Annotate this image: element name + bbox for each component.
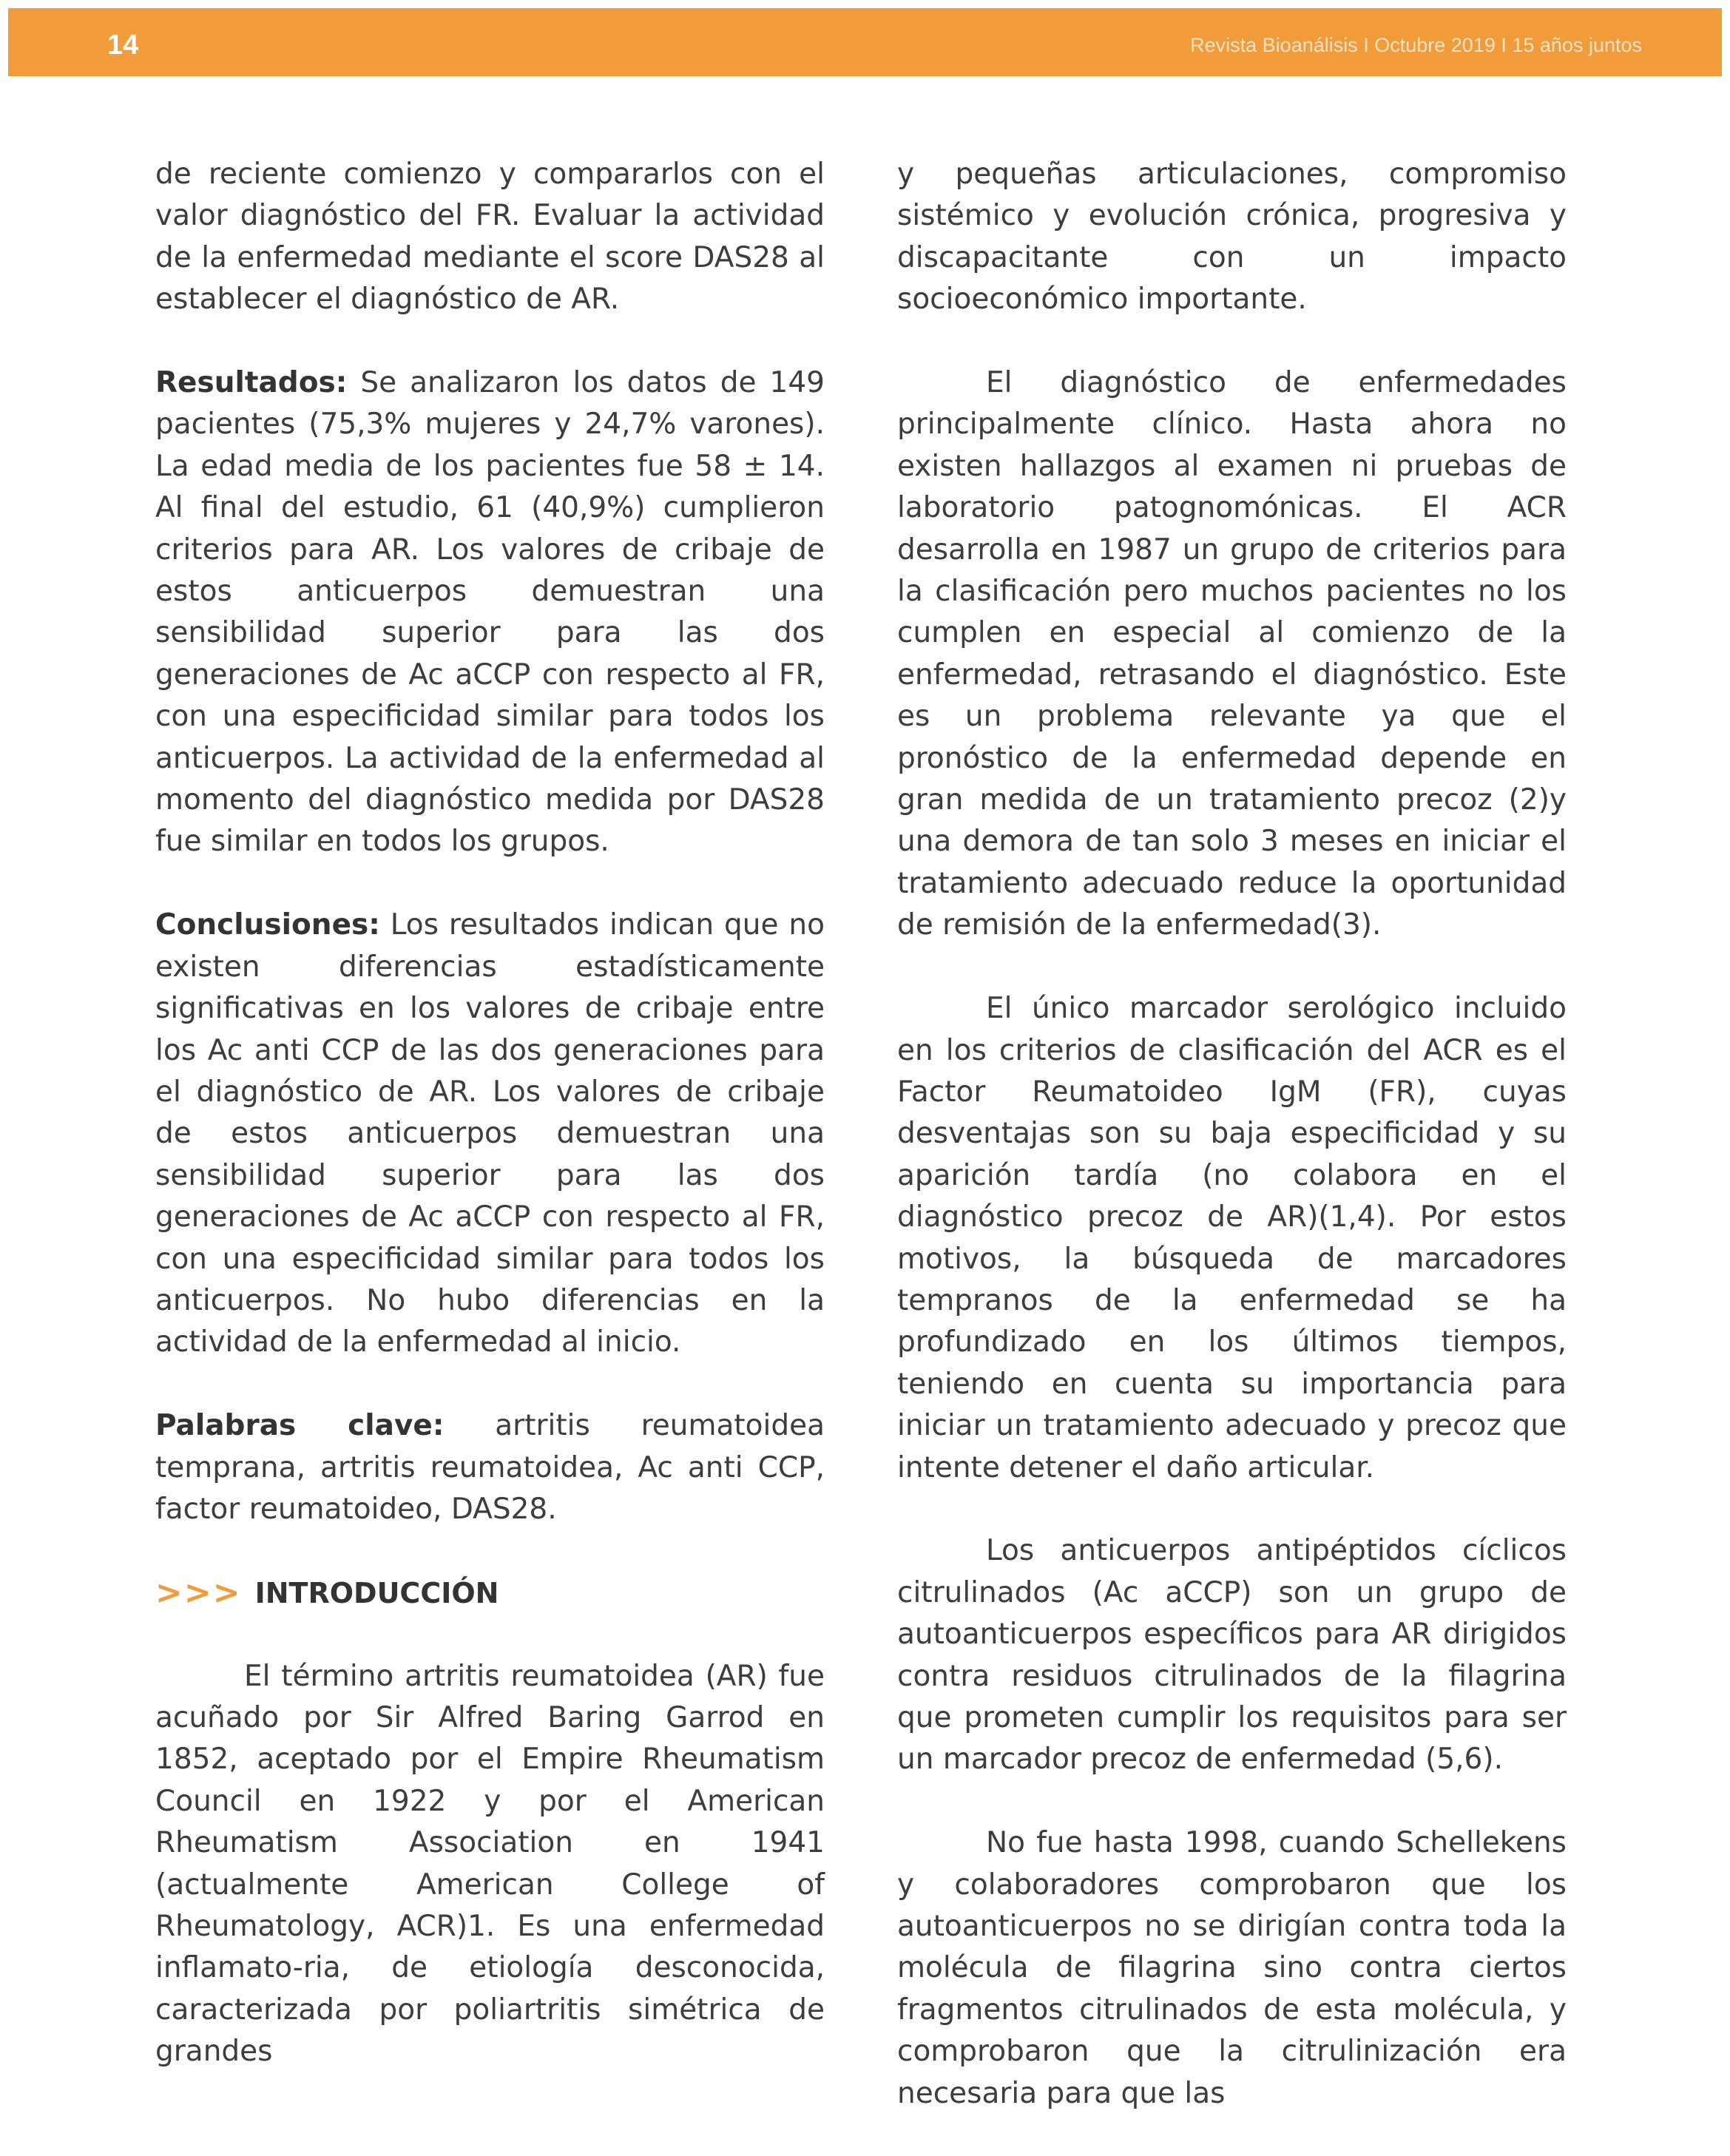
results-label: Resultados: [155, 366, 348, 400]
conclusions-label: Conclusiones: [155, 908, 380, 942]
paragraph-text: El término artritis reumatoidea (AR) fue acuñado por Sir Alfred Baring Garrod en 1852, aceptado por el Empire Rheumatism Council en 1922 y por el American Rheumatism Association en 1941 (actualmente American College of Rheumatology, ACR)1. Es una enfermedad inflamato-ria, de etiología desconocida, caracterizada por poliartritis simétrica de grandes [155, 1659, 825, 2069]
paragraph-text: El diagnóstico de enfermedades principalmente clínico. Hasta ahora no existen hallazgos al examen ni pruebas de laboratorio patognomónicas. El ACR desarrolla en 1987 un grupo de criterios para la clasificación pero muchos pacientes no los cumplen en especial al comienzo de la enfermedad, retrasando el diagnóstico. Este es un problema relevante ya que el pronóstico de la enfermedad depende en gran medida de un tratamiento precoz (2)y una demora de tan solo 3 meses en iniciar el tratamiento adecuado reduce la oportunidad de remisión de la enfermedad(3). [897, 366, 1567, 942]
introduction-paragraph [155, 1656, 825, 2073]
paragraph-3 [897, 988, 1567, 1489]
conclusions-text: Los resultados indican que no existen diferencias estadísticamente significativas en los valores de cribaje entre los Ac anti CCP de las dos generaciones para el diagnóstico de AR. Los valores de cribaje de estos anticuerpos demuestran una sensibilidad superior para las dos generaciones de Ac aCCP con respecto al FR, con una especificidad similar para todos los anticuerpos. No hubo diferencias en la actividad de la enfermedad al inicio. [155, 908, 825, 1359]
paragraph-text: El único marcador serológico incluido en los criterios de clasificación del ACR es el Factor Reumatoideo IgM (FR), cuyas desventajas son su baja especificidad y su aparición tardía (no colabora en el diagnóstico precoz de AR)(1,4). Por estos motivos, la búsqueda de marcadores tempranos de la enfermedad se ha profundizado en los últimos tiempos, teniendo en cuenta su importancia para iniciar un tratamiento adecuado y precoz que intente detener el daño articular. [897, 992, 1567, 1484]
objective-paragraph-end [155, 154, 825, 321]
chevron-right-icon: >>> [155, 1573, 242, 1612]
conclusions-paragraph [155, 905, 825, 1363]
paragraph-text: y pequeñas articulaciones, compromiso sistémico y evolución crónica, progresiva y discapacitante con un impacto socioeconómico importante. [897, 158, 1567, 317]
paragraph-text: No fue hasta 1998, cuando Schellekens y colaboradores comprobaron que los autoanticuerpos no se dirigían contra toda la molécula de filagrina sino contra ciertos fragmentos citrulinados de esta molécula, y comprobaron que la citrulinización era necesaria para que las [897, 1826, 1567, 2110]
paragraph-text: de reciente comienzo y compararlos con el valor diagnóstico del FR. Evaluar la actividad de la enfermedad mediante el score DAS28 al establecer el diagnóstico de AR. [155, 158, 825, 317]
paragraph-2 [897, 362, 1567, 947]
paragraph-1 [897, 154, 1567, 321]
paragraph-text: Los anticuerpos antipéptidos cíclicos citrulinados (Ac aCCP) son un grupo de autoanticuerpos específicos para AR dirigidos contra residuos citrulinados de la filagrina que prometen cumplir los requisitos para ser un marcador precoz de enfermedad (5,6). [897, 1534, 1567, 1777]
section-heading-introduccion [155, 1572, 825, 1614]
keywords-paragraph [155, 1405, 825, 1530]
keywords-label: Palabras clave: [155, 1409, 445, 1443]
keywords-text: artritis reumatoidea temprana, artritis reumatoidea, Ac anti CCP, factor reumatoideo, DAS28. [155, 1409, 825, 1526]
paragraph-5 [897, 1822, 1567, 2115]
section-title: INTRODUCCIÓN [254, 1576, 499, 1609]
left-column [155, 154, 825, 2115]
page-number: 14 [107, 30, 139, 61]
results-text: Se analizaron los datos de 149 pacientes (75,3% mujeres y 24,7% varones). La edad media de los pacientes fue 58 ± 14. Al final del estudio, 61 (40,9%) cumplieron criterios para AR. Los valores de cribaje de estos anticuerpos demuestran una sensibilidad superior para las dos generaciones de Ac aCCP con respecto al FR, con una especificidad similar para todos los anticuerpos. La actividad de la enfermedad al momento del diagnóstico medida por DAS28 fue similar en todos los grupos. [155, 366, 825, 859]
header-bar [8, 8, 1722, 76]
results-paragraph [155, 362, 825, 863]
right-column [897, 154, 1567, 2156]
paragraph-4 [897, 1530, 1567, 1780]
publication-title: Revista Bioanálisis I Octubre 2019 I 15 años juntos [1190, 34, 1642, 56]
